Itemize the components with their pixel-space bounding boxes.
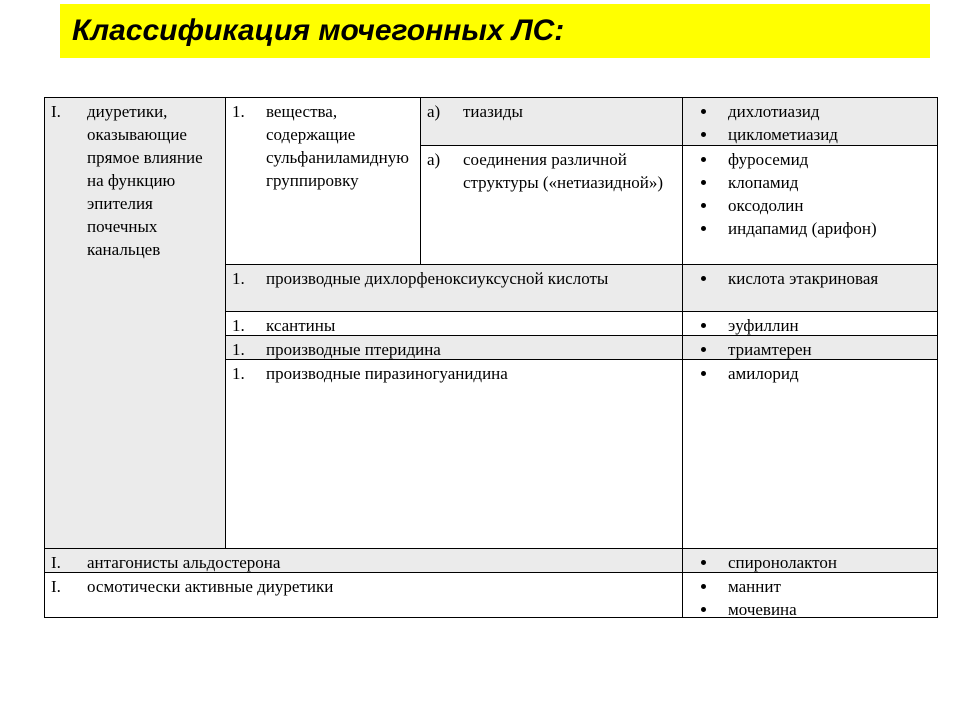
drug-item: мочевина: [689, 598, 933, 621]
drug-item: дихлотиазид: [689, 100, 933, 123]
sub3-drugs-cell: [683, 312, 937, 336]
group2-marker: I.: [51, 553, 61, 572]
group3-label: осмотически активные диуретики: [87, 577, 334, 596]
sub1-cell: [226, 98, 421, 265]
group2-drugs-cell: [683, 549, 937, 573]
title-banner: [60, 4, 930, 58]
bullet-icon: [701, 157, 706, 162]
bullet-icon: [701, 584, 706, 589]
bullet-icon: [701, 109, 706, 114]
group3-marker: I.: [51, 577, 61, 596]
sub5-label: производные пиразиногуанидина: [266, 364, 508, 383]
sub4-marker: 1.: [232, 340, 245, 359]
sub1-label: вещества, содержащие сульфаниламидную группировку: [266, 102, 409, 190]
thiazides-drugs-cell: [683, 98, 937, 146]
bullet-icon: [701, 276, 706, 281]
nonthiazide-label: соединения различной структуры («нетиазидной»): [463, 150, 664, 192]
sub4-cell: [226, 336, 683, 360]
sub3-cell: [226, 312, 683, 336]
bullet-icon: [701, 371, 706, 376]
sub3-marker: 1.: [232, 316, 245, 335]
sub5-cell: [226, 360, 683, 549]
drug-item: оксодолин: [689, 194, 933, 217]
drug-item: циклометиазид: [689, 123, 933, 146]
group2-cell: [45, 549, 683, 573]
drug-item: кислота этакриновая: [689, 267, 933, 290]
page-title: Классификация мочегонных ЛС:: [72, 14, 565, 47]
group1-cell: [45, 98, 226, 549]
bullet-icon: [701, 132, 706, 137]
sub5-marker: 1.: [232, 364, 245, 383]
bullet-icon: [701, 560, 706, 565]
classification-table: [44, 97, 938, 618]
group1-label: диуретики, оказывающие прямое влияние на функцию эпителия почечных канальцев: [87, 102, 203, 259]
sub4-label: производные птеридина: [266, 340, 441, 359]
thiazides-label: тиазиды: [463, 102, 523, 121]
nonthiazide-marker: а): [427, 150, 441, 169]
sub2-cell: [226, 265, 683, 312]
sub3-label: ксантины: [266, 316, 336, 335]
nonthiazide-cell: [421, 146, 683, 265]
thiazides-marker: а): [427, 102, 441, 121]
bullet-icon: [701, 203, 706, 208]
bullet-icon: [701, 180, 706, 185]
drug-item: амилорид: [689, 362, 933, 385]
group3-cell: [45, 573, 683, 617]
sub5-drugs-cell: [683, 360, 937, 549]
sub2-label: производные дихлорфеноксиуксусной кислоты: [266, 269, 609, 288]
drug-item: маннит: [689, 575, 933, 598]
sub4-drugs-cell: [683, 336, 937, 360]
sub2-marker: 1.: [232, 269, 245, 288]
drug-item: триамтерен: [689, 338, 933, 361]
sub1-marker: 1.: [232, 102, 245, 121]
bullet-icon: [701, 347, 706, 352]
group3-drugs-cell: [683, 573, 937, 617]
drug-item: индапамид (арифон): [689, 217, 933, 240]
bullet-icon: [701, 226, 706, 231]
sub2-drugs-cell: [683, 265, 937, 312]
nonthiazide-drugs-cell: [683, 146, 937, 265]
bullet-icon: [701, 323, 706, 328]
group1-marker: I.: [51, 102, 61, 121]
drug-item: эуфиллин: [689, 314, 933, 337]
drug-item: фуросемид: [689, 148, 933, 171]
drug-item: клопамид: [689, 171, 933, 194]
thiazides-cell: [421, 98, 683, 146]
group2-label: антагонисты альдостерона: [87, 553, 281, 572]
bullet-icon: [701, 607, 706, 612]
drug-item: спиронолактон: [689, 551, 933, 574]
